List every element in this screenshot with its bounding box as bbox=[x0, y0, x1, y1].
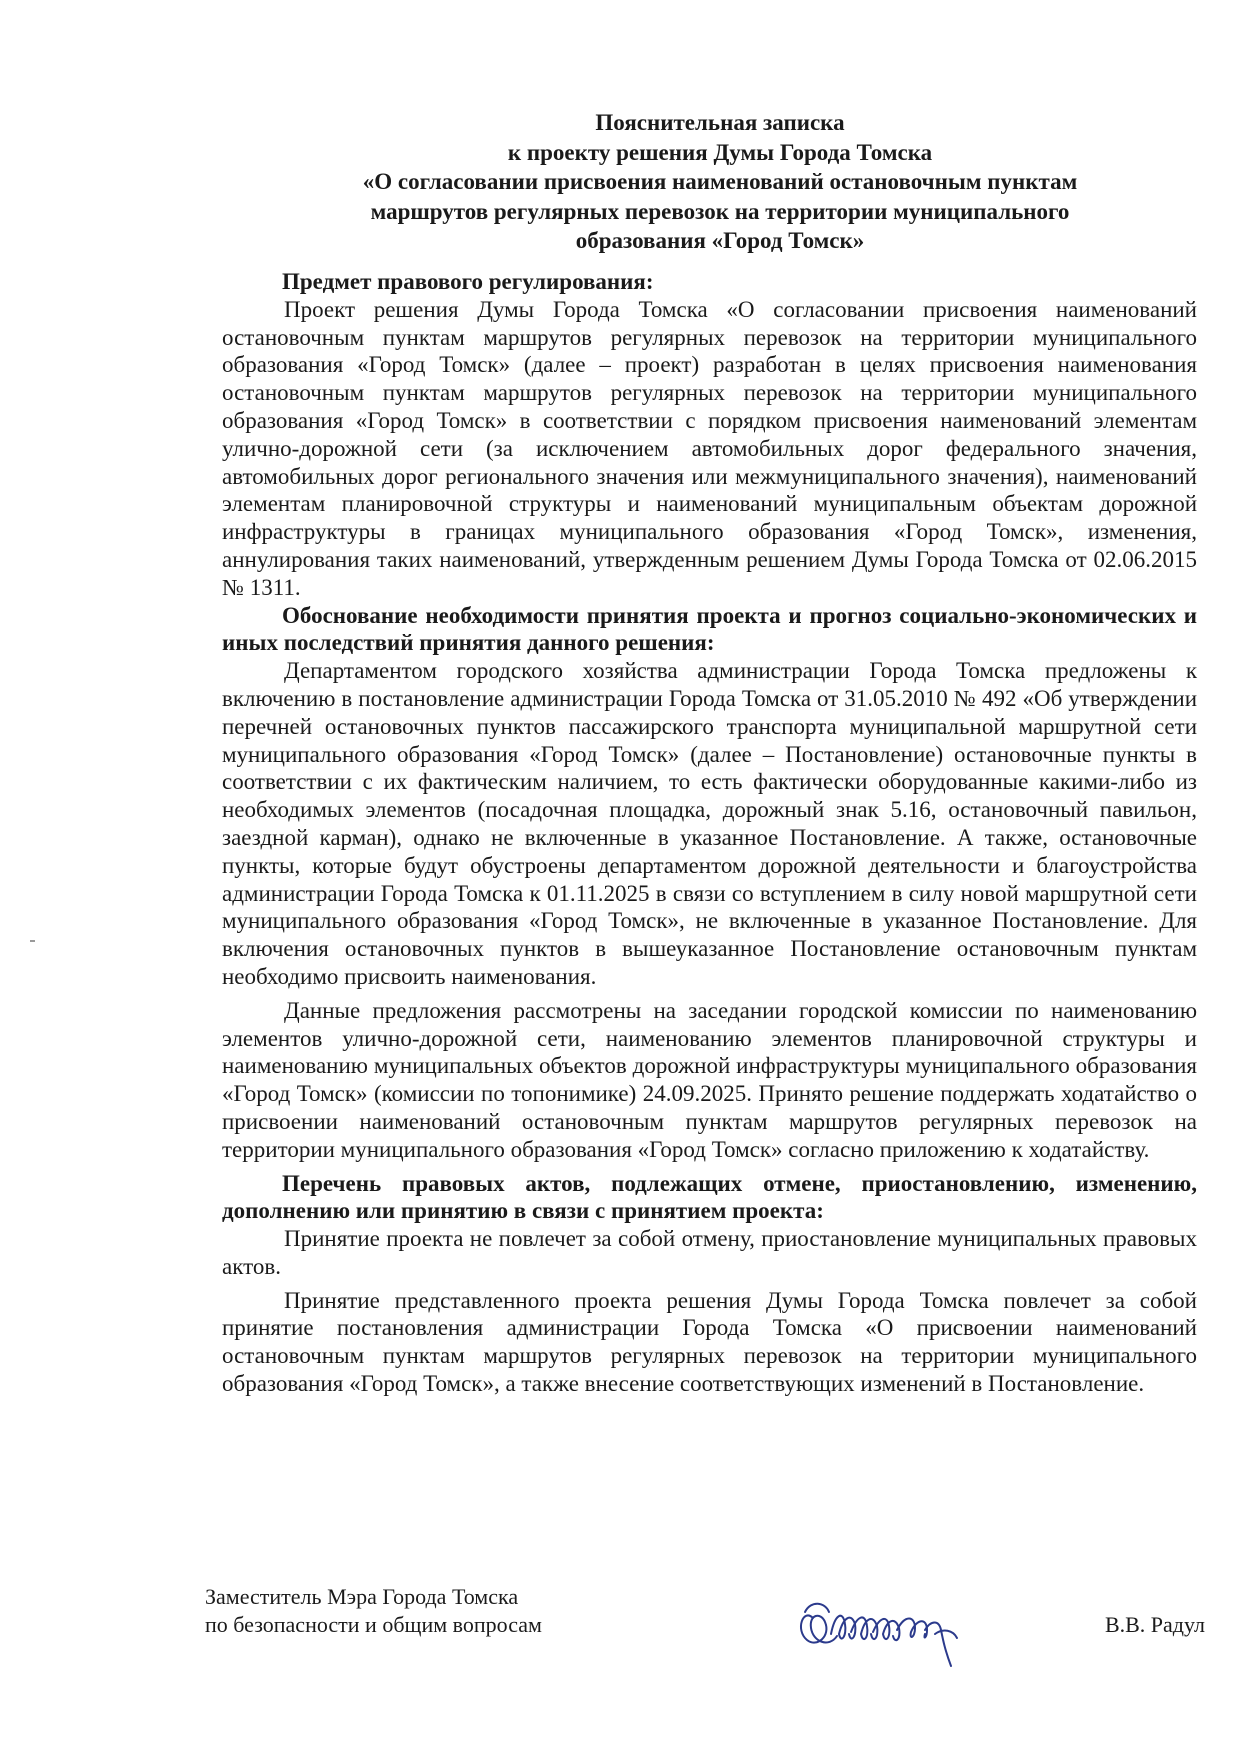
signatory-position-line-2: по безопасности и общим вопросам bbox=[205, 1612, 542, 1637]
title-line-3: «О согласовании присвоения наименований остановочным пунктам bbox=[362, 169, 1078, 194]
legal-acts-paragraph-2: Принятие представленного проекта решения Думы Города Томска повлечет за собой принятие постановления администрации Города Томска «О присвоении наименований остановочным пунктам маршрутов регулярных перевозок на территории муниципального образования «Город Томск», а также внесение соответствующих изменений в Постановление. bbox=[222, 1287, 1197, 1397]
scan-artifact bbox=[30, 940, 35, 942]
subject-heading: Предмет правового регулирования: bbox=[282, 269, 654, 294]
signatory-position bbox=[205, 1583, 625, 1639]
title-line-1: Пояснительная записка bbox=[595, 110, 845, 135]
legal-acts-paragraph-1: Принятие проекта не повлечет за собой отмену, приостановление муниципальных правовых актов. bbox=[222, 1226, 1197, 1279]
justification-heading: Обоснование необходимости принятия проекта и прогноз социально-экономических и иных последствий принятия данного решения: bbox=[222, 602, 1197, 656]
signatory-name: В.В. Радул bbox=[1104, 1612, 1205, 1637]
signature-block bbox=[205, 1583, 1205, 1693]
justification-paragraph-1: Департаментом городского хозяйства администрации Города Томска предложены к включению в постановление администрации Города Томска от 31.05.2010 № 492 «Об утверждении перечней остановочных пунктов пассажирского транспорта муниципальной маршрутной сети муниципального образования «Город Томск» (далее – Постановление) остановочные пункты в соответствии с их фактическим наличием, то есть фактически оборудованные какими-либо из необходимых элементов (посадочная площадка, дорожный знак 5.16, остановочный павильон, заездной карман), однако не включенные в указанное Постановление. А также, остановочные пункты, которые будут обустроены департаментом дорожной деятельности и благоустройства администрации Города Томска к 01.11.2025 в связи со вступлением в силу новой маршрутной сети муниципального образования «Город Томск», не включенные в указанное Постановление. Для включения остановочных пунктов в вышеуказанное Постановление остановочным пунктам необходимо присвоить наименования. bbox=[222, 658, 1197, 989]
legal-acts-heading: Перечень правовых актов, подлежащих отмене, приостановлению, изменению, дополнению или принятию в связи с принятием проекта: bbox=[222, 1170, 1197, 1224]
handwritten-signature-icon bbox=[785, 1578, 985, 1678]
document-body bbox=[222, 268, 1197, 1398]
title-line-4: маршрутов регулярных перевозок на территории муниципального bbox=[370, 198, 1070, 224]
signatory-position-line-1: Заместитель Мэра Города Томска bbox=[205, 1584, 519, 1609]
title-line-2: к проекту решения Думы Города Томска bbox=[507, 139, 933, 165]
document-title bbox=[300, 108, 1140, 256]
title-line-5: образования «Город Томск» bbox=[575, 228, 865, 253]
subject-paragraph: Проект решения Думы Города Томска «О согласовании присвоения наименований остановочным пунктам маршрутов регулярных перевозок на территории муниципального образования «Город Томск» (далее – проект) разработан в целях присвоения наименования остановочным пунктам маршрутов регулярных перевозок на территории муниципального образования «Город Томск» в соответствии с порядком присвоения наименований элементам улично-дорожной сети (за исключением автомобильных дорог федерального значения, автомобильных дорог регионального значения или межмуниципального значения), наименований элементам планировочной структуры и наименований муниципальным объектам дорожной инфраструктуры в границах муниципального образования «Город Томск», изменения, аннулирования таких наименований, утвержденным решением Думы Города Томска от 02.06.2015 № 1311. bbox=[222, 296, 1197, 600]
justification-paragraph-2: Данные предложения рассмотрены на заседании городской комиссии по наименованию элементов улично-дорожной сети, наименованию элементов планировочной структуры и наименованию муниципальных объектов дорожной инфраструктуры муниципального образования «Город Томск» (комиссии по топонимике) 24.09.2025. Принято решение поддержать ходатайство о присвоении наименований остановочным пунктам маршрутов регулярных перевозок на территории муниципального образования «Город Томск» согласно приложению к ходатайству. bbox=[222, 997, 1197, 1162]
